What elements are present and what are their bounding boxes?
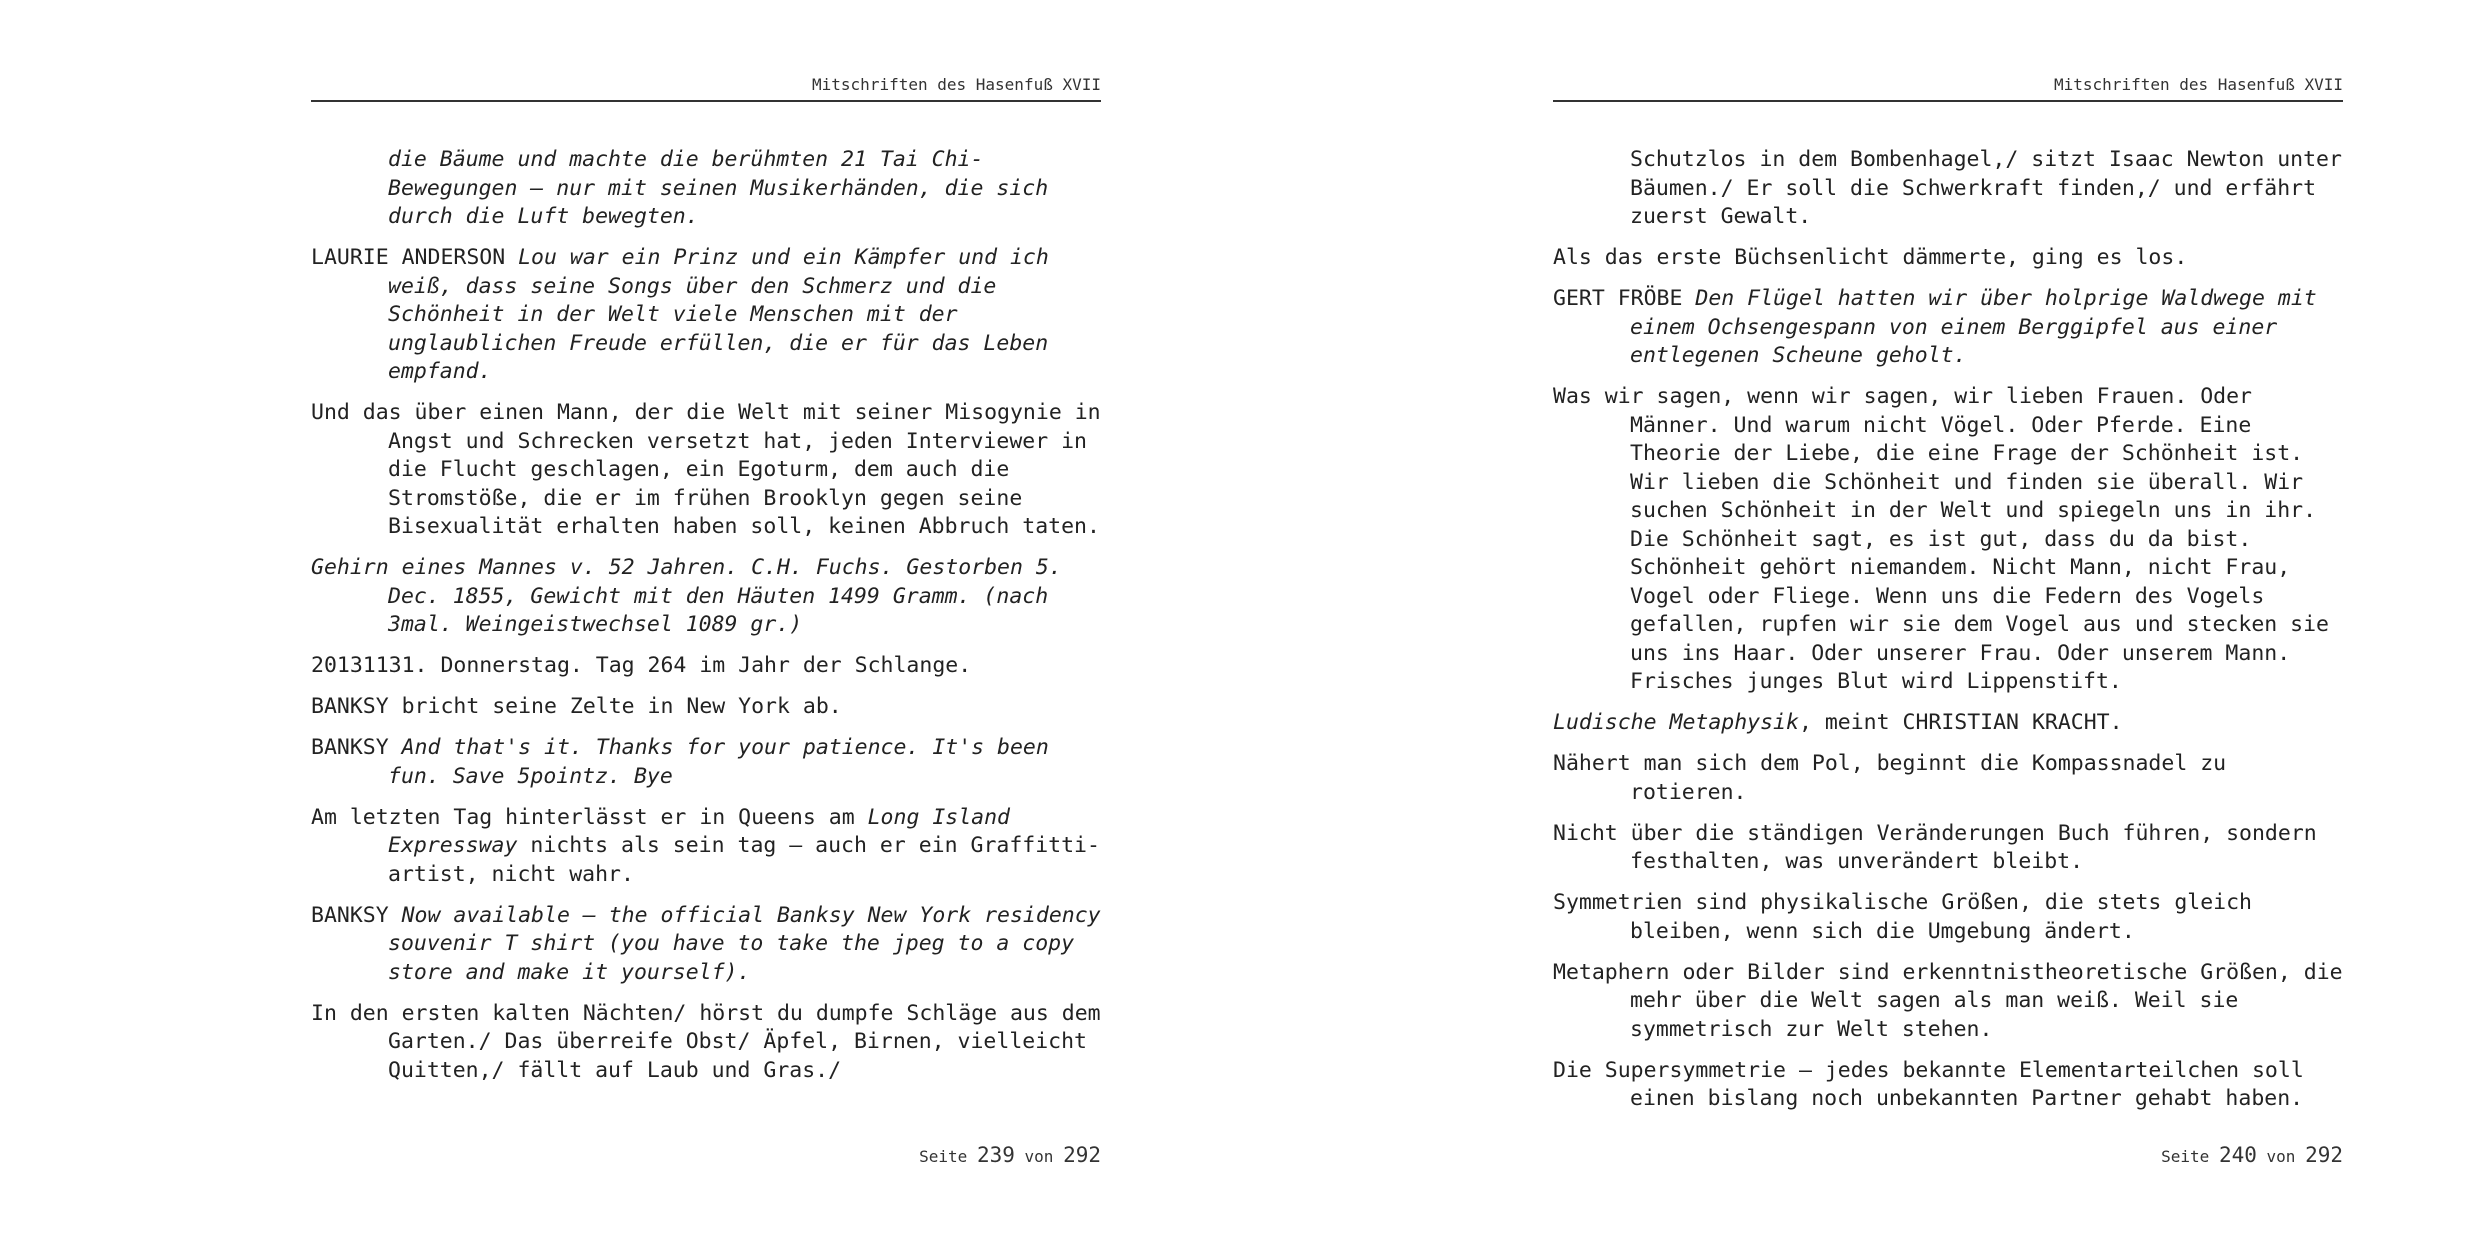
paragraph	[1553, 820, 2343, 877]
text-run: In den ersten kalten Nächten/ hörst du dumpfe Schläge aus dem Garten./ Das überreife Obst/ Äpfel, Birnen, vielleicht Quitten,/ fällt auf Laub und Gras./	[311, 1000, 1101, 1083]
italic-text-run: Den Flügel hatten wir über holprige Waldwege mit einem Ochsengespann von einem Berggipfel aus einer entlegenen Scheune geholt.	[1630, 286, 2317, 368]
right-page	[1553, 0, 2343, 1240]
text-run: Als das erste Büchsenlicht dämmerte, ging es los.	[1553, 245, 2188, 270]
text-run: BANKSY bricht seine Zelte in New York ab.	[311, 694, 842, 719]
paragraph	[311, 146, 1101, 232]
paragraph	[311, 399, 1101, 542]
paragraph	[311, 1000, 1101, 1086]
italic-text-run: And that's it. Thanks for your patience. It's been fun. Save 5pointz. Bye	[388, 735, 1049, 789]
text-run: Und das über einen Mann, der die Welt mit seiner Misogynie in Angst und Schrecken versetzt hat, jeden Interviewer in die Flucht geschlagen, ein Egoturm, dem auch die Stromstöße, die er im frühen Brooklyn gegen seine Bisexualität erhalten haben soll, keinen Abbruch taten.	[311, 400, 1101, 539]
left-page	[311, 0, 1101, 1240]
italic-text-run: Now available – the official Banksy New York residency souvenir T shirt (you have to take the jpeg to a copy store and make it yourself).	[388, 902, 1101, 985]
body-text	[1553, 146, 2343, 1126]
italic-text-run: Long Island Expressway	[388, 804, 1010, 858]
footer-page-number: 240	[2218, 1143, 2257, 1167]
text-run: nichts als sein tag – auch er ein Graffitti-artist, nicht wahr.	[388, 833, 1100, 887]
paragraph	[311, 554, 1101, 640]
text-run: 20131131. Donnerstag. Tag 264 im Jahr der Schlange.	[311, 653, 972, 678]
footer-von-label: von	[2266, 1147, 2296, 1166]
text-run: Am letzten Tag hinterlässt er in Queens am	[311, 804, 868, 830]
text-run: Nicht über die ständigen Veränderungen Buch führen, sondern festhalten, was unverändert bleibt.	[1553, 820, 2317, 874]
footer-total-pages: 292	[1063, 1143, 1101, 1167]
paragraph	[1553, 959, 2343, 1045]
running-head: Mitschriften des Hasenfuß XVII	[311, 74, 1101, 102]
paragraph	[311, 902, 1101, 988]
paragraph	[1553, 889, 2343, 946]
paragraph	[311, 734, 1101, 791]
paragraph	[1553, 244, 2343, 273]
text-run: Die Supersymmetrie – jedes bekannte Elementarteilchen soll einen bislang noch unbekannten Partner gehabt haben.	[1553, 1057, 2304, 1111]
italic-text-run: die Bäume und machte die berühmten 21 Tai Chi-Bewegungen – nur mit seinen Musikerhänden, die sich durch die Luft bewegten.	[388, 147, 1049, 229]
text-run: Schutzlos in dem Bombenhagel,/ sitzt Isaac Newton unter Bäumen./ Er soll die Schwerkraft finden,/ und erfährt zuerst Gewalt.	[1630, 147, 2342, 229]
paragraph	[1553, 146, 2343, 232]
paragraph	[311, 652, 1101, 681]
text-run: Symmetrien sind physikalische Größen, die stets gleich bleiben, wenn sich die Umgebung ändert.	[1553, 890, 2252, 944]
paragraph	[1553, 750, 2343, 807]
paragraph	[1553, 1057, 2343, 1114]
footer-seite-label: Seite	[2161, 1147, 2210, 1166]
text-run: Was wir sagen, wenn wir sagen, wir lieben Frauen. Oder Männer. Und warum nicht Vögel. Oder Pferde. Eine Theorie der Liebe, die eine Frage der Schönheit ist. Wir lieben die Schönheit und finden sie überall. Wir suchen Schönheit in der Welt und spiegeln uns in ihr. Die Schönheit sagt, es ist gut, dass du da bist. Schönheit gehört niemandem. Nicht Mann, nicht Frau, Vogel oder Fliege. Wenn uns die Federn des Vogels gefallen, rupfen wir sie dem Vogel aus und stecken sie uns ins Haar. Oder unserer Frau. Oder unserem Mann. Frisches junges Blut wird Lippenstift.	[1553, 384, 2329, 694]
footer-total-pages: 292	[2305, 1143, 2343, 1167]
text-run: BANKSY	[311, 735, 402, 760]
italic-text-run: Gehirn eines Mannes v. 52 Jahren. C.H. Fuchs. Gestorben 5. Dec. 1855, Gewicht mit den Häuten 1499 Gramm. (nach 3mal. Weingeistwechsel 1089 gr.)	[311, 555, 1062, 637]
body-text	[311, 146, 1101, 1098]
paragraph	[311, 693, 1101, 722]
italic-text-run: Lou war ein Prinz und ein Kämpfer und ich weiß, dass seine Songs über den Schmerz und die Schönheit in der Welt viele Menschen mit der unglaublichen Freude erfüllen, die er für das Leben empfand.	[388, 245, 1049, 384]
footer-page-number: 239	[976, 1143, 1015, 1167]
footer-seite-label: Seite	[919, 1147, 968, 1166]
paragraph	[1553, 383, 2343, 697]
page-footer	[919, 1142, 1101, 1170]
paragraph	[1553, 709, 2343, 738]
page-footer	[2161, 1142, 2343, 1170]
text-run: Metaphern oder Bilder sind erkenntnistheoretische Größen, die mehr über die Welt sagen als man weiß. Weil sie symmetrisch zur Welt stehen.	[1553, 959, 2343, 1042]
text-run: BANKSY	[311, 902, 402, 928]
paragraph	[311, 804, 1101, 890]
paragraph	[1553, 285, 2343, 371]
paragraph	[311, 244, 1101, 387]
text-run: Nähert man sich dem Pol, beginnt die Kompassnadel zu rotieren.	[1553, 751, 2227, 805]
running-head: Mitschriften des Hasenfuß XVII	[1553, 74, 2343, 102]
text-run: GERT FRÖBE	[1553, 286, 1696, 311]
footer-von-label: von	[1024, 1147, 1054, 1166]
text-run: LAURIE ANDERSON	[311, 245, 519, 270]
text-run: , meint CHRISTIAN KRACHT.	[1798, 710, 2123, 735]
italic-text-run: Ludische Metaphysik	[1553, 710, 1799, 735]
